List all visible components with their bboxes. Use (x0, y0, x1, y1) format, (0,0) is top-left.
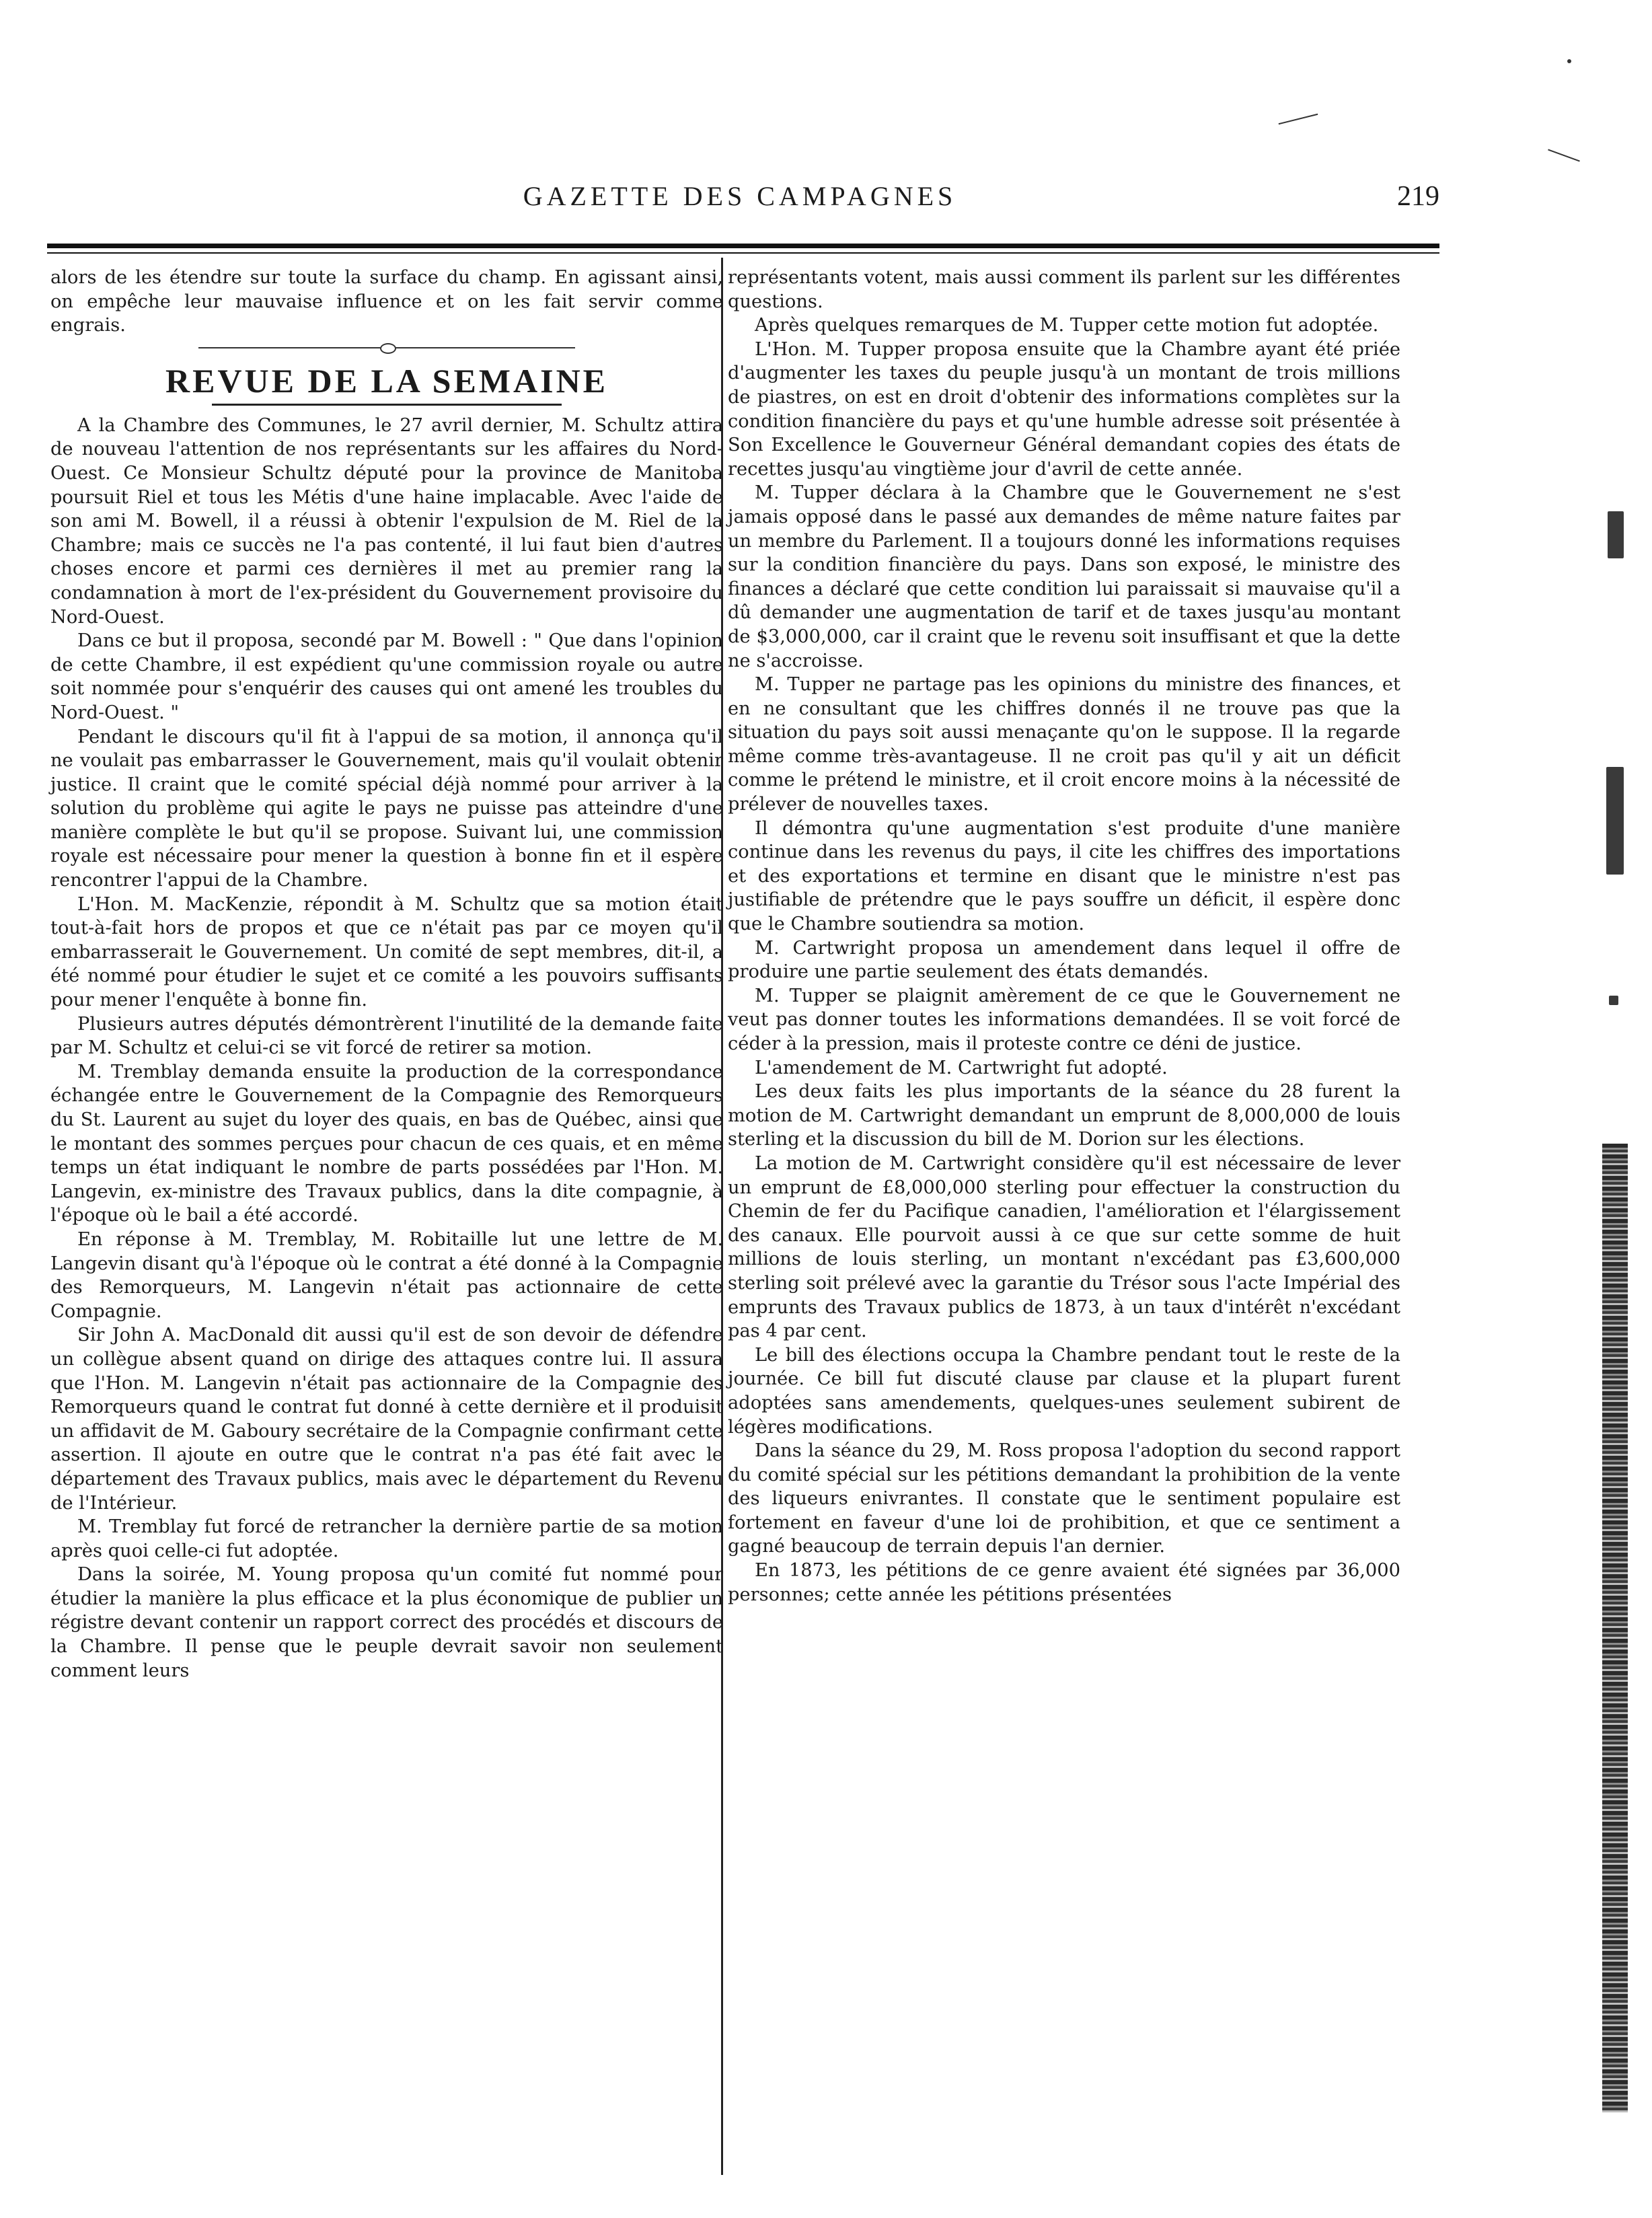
article-paragraph: L'Hon. M. Tupper proposa ensuite que la Chambre ayant été priée d'augmenter les taxes du peuple jusqu'à un montant de trois millions de piastres, on est en droit d'obtenir des informations complètes sur la condition financière du pays et qu'une humble adresse soit présentée à Son Excellence le Gouverneur Général demandant copies des états de recettes jusqu'au vingtième jour d'avril de cette année. (728, 338, 1400, 480)
article-paragraph: M. Tupper se plaignit amèrement de ce que le Gouvernement ne veut pas donner toutes les informations demandées. Il se voit forcé de céder à la pression, mais il proteste contre ce déni de justice. (728, 985, 1400, 1054)
article-paragraph: représentants votent, mais aussi comment ils parlent sur les différentes questions. (728, 267, 1400, 312)
article-paragraph: Il démontra qu'une augmentation s'est produite d'une manière continue dans les revenus du pays, il cite les chiffres des importations et des exportations et termine en disant que le ministre n'est pas justifiable de prétendre que le pays souffre un déficit, il espère donc que le Chambre soutiendra sa motion. (728, 817, 1400, 935)
article-paragraph: Plusieurs autres députés démontrèrent l'inutilité de la demande faite par M. Schultz et celui-ci se vit forcé de retirer sa motion. (50, 1013, 723, 1059)
page-header (40, 180, 1439, 221)
section-title: REVUE DE LA SEMAINE (165, 361, 609, 400)
article-paragraph: M. Tupper ne partage pas les opinions du ministre des finances, et en ne consultant que les chiffres donnés il ne trouve pas que la situation du pays soit aussi menaçante qu'on le suppose. Il la regarde même comme très-avantageuse. Il ne croit pas qu'il y ait un déficit comme le prétend le ministre, et il croit encore moins à la nécessité de prélever de nouvelles taxes. (728, 674, 1400, 815)
article-paragraph: Les deux faits les plus importants de la séance du 28 furent la motion de M. Cartwright demandant un emprunt de 8,000,000 de louis sterling et la discussion du bill de M. Dorion sur les élections. (728, 1081, 1400, 1150)
margin-blot (1606, 767, 1624, 875)
article-paragraph: Dans la soirée, M. Young proposa qu'un comité fut nommé pour étudier la manière la plus efficace et la plus économique de publier un régistre devant contenir un rapport correct des procédés et discours de la Chambre. Il pense que le peuple devrait savoir non seulement comment leurs (50, 1564, 723, 1681)
margin-binding-strip (1602, 1144, 1628, 2112)
article-paragraph: En réponse à M. Tremblay, M. Robitaille lut une lettre de M. Langevin disant qu'à l'époque où le contrat a été donné à la Compagnie des Remorqueurs, M. Langevin n'était pas actionnaire de cette Compagnie. (50, 1228, 723, 1322)
section-heading (50, 347, 723, 406)
margin-blot (1609, 996, 1618, 1005)
article-paragraph: A la Chambre des Communes, le 27 avril dernier, M. Schultz attira de nouveau l'attention de nos représentants sur les affaires du Nord-Ouest. Ce Monsieur Schultz député pour la province de Manitoba poursuit Riel et tous les Métis d'une haine implacable. Avec l'aide de son ami M. Bowell, il a réussi à obtenir l'expulsion de M. Riel de la Chambre; mais ce succès ne l'a pas contenté, il lui faut bien d'autres choses encore et parmi ces dernières il met au premier rang la condamnation à mort de l'ex-président du Gouvernement provisoire du Nord-Ouest. (50, 414, 723, 628)
article-paragraph: Sir John A. MacDonald dit aussi qu'il est de son devoir de défendre un collègue absent quand on dirige des attaques contre lui. Il assura que l'Hon. M. Langevin n'était pas actionnaire de la Compagnie des Remorqueurs quand le contrat fut donné à cette dernière et il produisit un affidavit de M. Gaboury secrétaire de la Compagnie confirmant cette assertion. Il ajoute en outre que le contrat n'a pas été fait avec le département des Travaux publics, mais avec le département du Revenu de l'Intérieur. (50, 1325, 723, 1514)
margin-blot (1608, 511, 1624, 558)
scan-mark (1567, 59, 1571, 63)
article-paragraph: Dans ce but il proposa, secondé par M. Bowell : " Que dans l'opinion de cette Chambre, il est expédient qu'une commission royale ou autre soit nommée pour s'enquérir des causes qui ont amené les troubles du Nord-Ouest. " (50, 630, 723, 723)
ornament-divider (198, 347, 575, 361)
title-underline (212, 404, 562, 406)
page-number: 219 (1397, 181, 1439, 212)
left-column (50, 266, 723, 1683)
article-paragraph: La motion de M. Cartwright considère qu'il est nécessaire de lever un emprunt de £8,000,000 sterling pour effectuer la construction du Chemin de fer du Pacifique canadien, l'amélioration et l'élargissement des canaux. Elle pourvoit aussi à ce que sur cette somme de huit millions de louis sterling, un montant n'excédant pas £3,600,000 sterling soit prélevé avec la garantie du Trésor sous l'acte Impérial des emprunts des Travaux publics de 1873, à un taux d'intérêt n'excédant pas 4 par cent. (728, 1152, 1400, 1342)
article-paragraph: M. Tremblay fut forcé de retrancher la dernière partie de sa motion après quoi celle-ci fut adoptée. (50, 1516, 723, 1561)
header-rule-thick (47, 244, 1439, 248)
scan-mark (1279, 114, 1318, 124)
article-paragraph: M. Tupper déclara à la Chambre que le Gouvernement ne s'est jamais opposé dans le passé aux demandes de même nature faites par un membre du Parlement. Il a toujours donné les informations requises sur la condition financière du pays. Dans son exposé, le ministre des finances a déclaré que cette condition lui paraissait si mauvaise qu'il a dû demander une augmentation de tarif et de taxes jusqu'au montant de $3,000,000, car il craint que le revenu soit insuffisant et que la dette ne s'accroisse. (728, 482, 1400, 671)
right-column (728, 266, 1400, 1606)
article-paragraph: M. Cartwright proposa un amendement dans lequel il offre de produire une partie seulement des états demandés. (728, 937, 1400, 983)
article-paragraph: L'amendement de M. Cartwright fut adopté. (755, 1057, 1168, 1078)
scan-mark (1548, 149, 1580, 162)
article-paragraph: Pendant le discours qu'il fit à l'appui de sa motion, il annonça qu'il ne voulait pas embarrasser le Gouvernement, mais qu'il voulait obtenir justice. Il craint que le comité spécial déjà nommé pour arriver à la solution du problème qui agite le pays ne puisse pas atteindre d'une manière complète le but qu'il se propose. Suivant lui, une commission royale est nécessaire pour mener la question à bonne fin et il espère rencontrer l'appui de la Chambre. (50, 726, 723, 891)
intro-paragraph: alors de les étendre sur toute la surface du champ. En agissant ainsi, on empêche leur mauvaise influence et on les fait servir comme engrais. (50, 267, 723, 336)
article-paragraph: Dans la séance du 29, M. Ross proposa l'adoption du second rapport du comité spécial sur les pétitions demandant la prohibition de la vente des liqueurs enivrantes. Il constate que le sentiment populaire est fortement en faveur d'une loi de prohibition, et que ce sentiment a gagné beaucoup de terrain depuis l'an dernier. (728, 1440, 1400, 1557)
article-paragraph: Après quelques remarques de M. Tupper cette motion fut adoptée. (755, 315, 1379, 336)
article-paragraph: Le bill des élections occupa la Chambre pendant tout le reste de la journée. Ce bill fut discuté clause par clause et la plupart furent adoptées sans amendements, quelques-unes seulement subirent de légères modifications. (728, 1344, 1400, 1438)
article-paragraph: En 1873, les pétitions de ce genre avaient été signées par 36,000 personnes; cette année les pétitions présentées (728, 1560, 1400, 1605)
running-title: GAZETTE DES CAMPAGNES (523, 181, 957, 211)
article-paragraph: M. Tremblay demanda ensuite la production de la correspondance échangée entre le Gouvernement de la Compagnie des Remorqueurs du St. Laurent au sujet du loyer des quais, en bas de Québec, ainsi que le montant des sommes perçues pour chacun de ces quais, et en même temps un état indiquant le nombre de parts possédées par l'Hon. M. Langevin, ex-ministre des Travaux publics, dans la dite compagnie, à l'époque où le bail a été accordé. (50, 1061, 723, 1226)
article-paragraph: L'Hon. M. MacKenzie, répondit à M. Schultz que sa motion était tout-à-fait hors de propos et que ce n'était pas par ce moyen qu'il embarrasserait le Gouvernement. Un comité de sept membres, dit-il, a été nommé pour étudier le sujet et ce comité a les pouvoirs suffisants pour mener l'enquête à bonne fin. (50, 893, 723, 1011)
header-rule-thin (47, 252, 1439, 254)
